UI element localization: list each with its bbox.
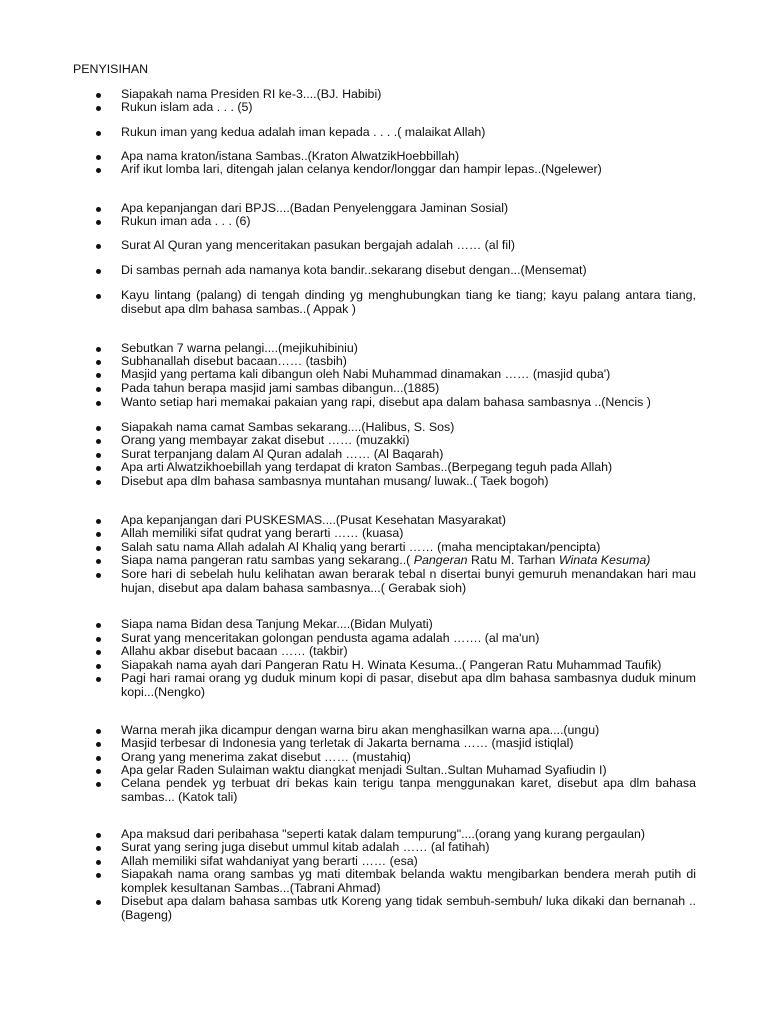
item-text: Di sambas pernah ada namanya kota bandir..sekarang disebut dengan...(Mensemat): [121, 263, 587, 277]
bullet: [96, 439, 101, 444]
item-text: Siapa nama Bidan desa Tanjung Mekar....(Bidan Mulyati): [121, 617, 433, 631]
item-text: Surat Al Quran yang menceritakan pasukan bergajah adalah …… (al fil): [121, 238, 515, 252]
bullet: [96, 873, 101, 878]
item-text: Siapakah nama Presiden RI ke-3....(BJ. Habibi): [121, 87, 382, 101]
item-text: Celana pendek yg terbuat dri bekas kain terigu tanpa menggunakan karet, disebut apa dlm bahasa sambas... (Katok tali): [121, 776, 696, 804]
item-text: Apa maksud dari peribahasa "seperti katak dalam tempurung"....(orang yang kurang pergaulan): [121, 827, 646, 841]
item-text: Kayu lintang (palang) di tengah dinding yg menghubungkan tiang ke tiang; kayu palang antara tiang, disebut apa dlm bahasa sambas..( Appak ): [121, 288, 696, 316]
bullet: [96, 532, 101, 537]
bullet: [96, 387, 101, 392]
item-text: Sebutkan 7 warna pelangi....(mejikuhibiniu): [121, 341, 358, 355]
bullet: [96, 782, 101, 787]
item-text: Warna merah jika dicampur dengan warna biru akan menghasilkan warna apa....(ungu): [121, 723, 600, 737]
bullet: [96, 155, 101, 160]
bullet: [96, 833, 101, 838]
bullet: [96, 729, 101, 734]
item-text: Orang yang membayar zakat disebut …… (muzakki): [121, 433, 410, 447]
bullet: [96, 650, 101, 655]
page-title: PENYISIHAN: [73, 62, 149, 76]
item-text: Allah memiliki sifat qudrat yang berarti …… (kuasa): [121, 526, 404, 540]
item-text: Siapakah nama ayah dari Pangeran Ratu H. Winata Kesuma..( Pangeran Ratu Muhammad Taufik): [121, 658, 662, 672]
item-text: Apa kepanjangan dari PUSKESMAS....(Pusat Kesehatan Masyarakat): [121, 513, 507, 527]
bullet: [96, 453, 101, 458]
item-text: Siapakah nama orang sambas yg mati ditembak belanda waktu mengibarkan bendera merah putih di komplek kesultanan Sambas...(Tabrani Ahmad): [121, 867, 696, 895]
bullet: [96, 480, 101, 485]
item-text-part: Siapa nama pangeran ratu sambas yang sekarang..(: [121, 553, 414, 567]
bullet: [96, 623, 101, 628]
bullet: [96, 401, 101, 406]
bullet: [96, 426, 101, 431]
bullet: [96, 244, 101, 249]
bullet: [96, 347, 101, 352]
bullet: [96, 637, 101, 642]
bullet: [96, 269, 101, 274]
bullet: [96, 846, 101, 851]
bullet: [96, 294, 101, 299]
item-text: Sore hari di sebelah hulu kelihatan awan berarak tebal n disertai bunyi gemuruh menandakan hari mau hujan, disebut apa dalam bahasa sambasnya...( Gerabak sioh): [121, 567, 696, 595]
item-text: Masjid yang pertama kali dibangun oleh Nabi Muhammad dinamakan …… (masjid quba'): [121, 367, 611, 381]
item-text: Disebut apa dlm bahasa sambasnya muntahan musang/ luwak..( Taek bogoh): [121, 474, 549, 488]
item-text: Subhanallah disebut bacaan…… (tasbih): [121, 354, 347, 368]
bullet: [96, 546, 101, 551]
bullet: [96, 742, 101, 747]
item-text: Allahu akbar disebut bacaan …… (takbir): [121, 644, 348, 658]
item-text: Surat yang sering juga disebut ummul kitab adalah …… (al fatihah): [121, 840, 490, 854]
item-text: Arif ikut lomba lari, ditengah jalan celanya kendor/longgar dan hampir lepas..(Ngelewer): [121, 162, 602, 176]
item-text: Pada tahun berapa masjid jami sambas dibangun...(1885): [121, 381, 440, 395]
bullet: [96, 466, 101, 471]
item-text-part: Ratu M. Tarhan: [467, 553, 559, 567]
item-text: Wanto setiap hari memakai pakaian yang rapi, disebut apa dalam bahasa sambasnya ..(Nencis ): [121, 395, 651, 409]
bullet: [96, 373, 101, 378]
item-text: Allah memiliki sifat wahdaniyat yang berarti …… (esa): [121, 854, 418, 868]
bullet: [96, 900, 101, 905]
item-text: Apa kepanjangan dari BPJS....(Badan Penyelenggara Jaminan Sosial): [121, 201, 509, 215]
bullet: [96, 860, 101, 865]
bullet: [96, 131, 101, 136]
item-text-italic: Winata Kesuma): [558, 553, 651, 567]
item-text: Apa arti Alwatzikhoebillah yang terdapat di kraton Sambas..(Berpegang teguh pada Allah): [121, 460, 613, 474]
item-text: Masjid terbesar di Indonesia yang terletak di Jakarta bernama …… (masjid istiqlal): [121, 736, 574, 750]
item-text: Rukun islam ada . . . (5): [121, 100, 253, 114]
item-text: Apa gelar Raden Sulaiman waktu diangkat menjadi Sultan..Sultan Muhamad Syafiudin I): [121, 763, 607, 777]
item-text: Rukun iman yang kedua adalah iman kepada . . . .( malaikat Allah): [121, 125, 486, 139]
bullet: [96, 360, 101, 365]
item-text: Disebut apa dalam bahasa sambas utk Koreng yang tidak sembuh-sembuh/ luka dikaki dan bernanah ..(Bageng): [121, 894, 696, 922]
bullet: [96, 664, 101, 669]
bullet: [96, 106, 101, 111]
bullet: [96, 756, 101, 761]
bullet: [96, 519, 101, 524]
item-text: Pagi hari ramai orang yg duduk minum kopi di pasar, disebut apa dlm bahasa sambasnya duduk minum kopi...(Nengko): [121, 671, 696, 699]
item-text: Rukun iman ada . . . (6): [121, 214, 251, 228]
bullet: [96, 93, 101, 98]
item-text: Siapakah nama camat Sambas sekarang....(Halibus, S. Sos): [121, 420, 455, 434]
bullet: [96, 559, 101, 564]
bullet: [96, 677, 101, 682]
bullet: [96, 769, 101, 774]
item-text: Orang yang menerima zakat disebut …… (mustahiq): [121, 750, 411, 764]
item-text: Surat yang menceritakan golongan pendusta agama adalah ……. (al ma'un): [121, 631, 540, 645]
bullet: [96, 207, 101, 212]
bullet: [96, 573, 101, 578]
item-text-italic: Pangeran: [413, 553, 468, 567]
bullet: [96, 168, 101, 173]
item-text: [121, 554, 650, 568]
bullet: [96, 220, 101, 225]
item-text: Surat terpanjang dalam Al Quran adalah …… (Al Baqarah): [121, 447, 444, 461]
item-text: Apa nama kraton/istana Sambas..(Kraton AlwatzikHoebbillah): [121, 149, 460, 163]
item-text: Salah satu nama Allah adalah Al Khaliq yang berarti …… (maha menciptakan/pencipta): [121, 540, 601, 554]
